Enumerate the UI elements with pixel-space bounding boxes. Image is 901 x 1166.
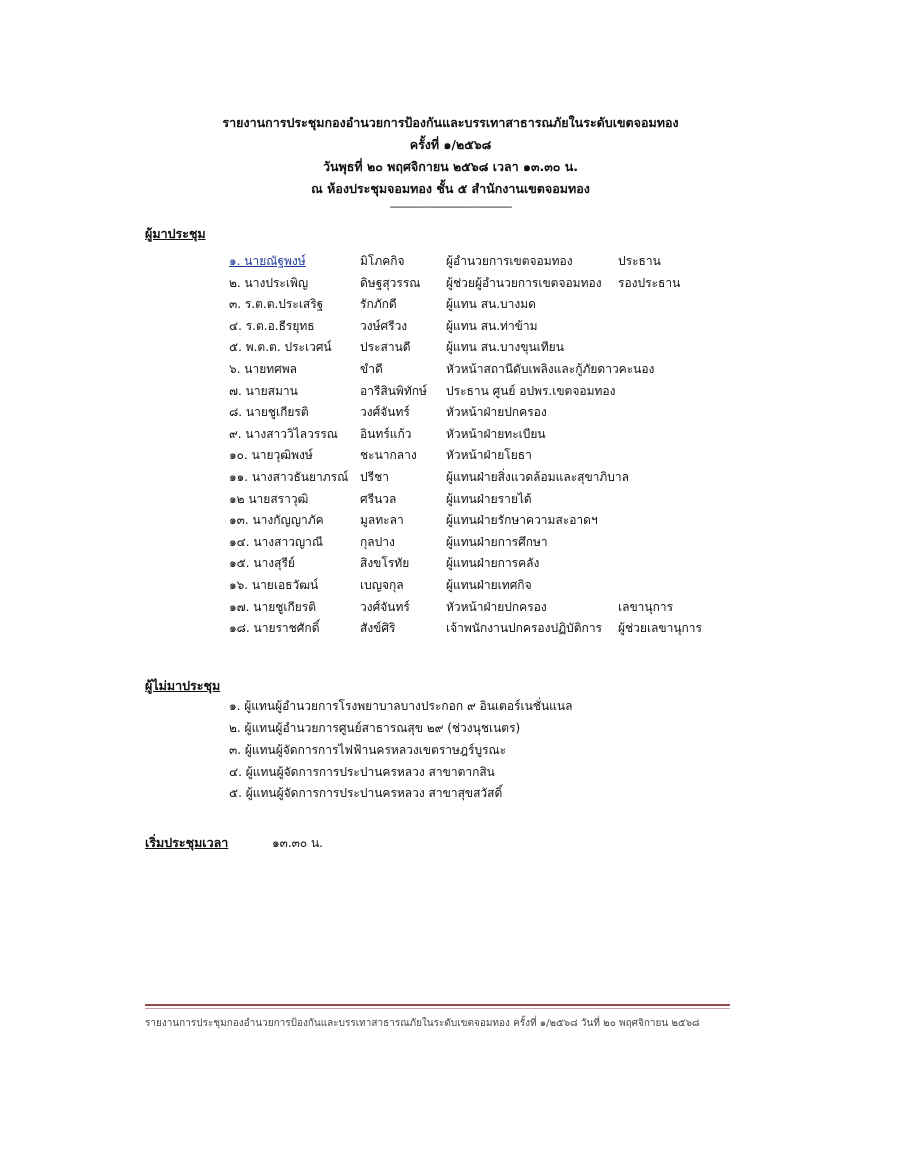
attendee-position: หัวหน้าฝ่ายโยธา [446,448,532,463]
attendee-surname: มูลทะลา [360,513,404,528]
attendee-role: เลขานุการ [618,599,674,614]
absentee-item: ๔. ผู้แทนผู้จัดการการประปานครหลวง สาขาตากสิน [229,765,495,779]
attendee-name: ๗. นายสมาน [229,383,298,398]
attendee-position: ผู้ช่วยผู้อำนวยการเขตจอมทอง [446,275,602,290]
attendee-surname: อารีสินพิทักษ์ [360,383,427,398]
meeting-location: ณ ห้องประชุมจอมทอง ชั้น ๕ สำนักงานเขตจอมทอง [311,181,590,196]
attendee-surname: ชะนากลาง [360,448,417,463]
start-time-label: เริ่มประชุมเวลา [145,835,229,850]
attendee-position: ผู้แทนฝ่ายสิ่งแวดล้อมและสุขาภิบาล [446,470,630,484]
attendee-surname: รักภักดี [360,297,397,312]
meeting-number: ครั้งที่ ๑/๒๕๖๘ [409,137,492,152]
attendee-position: หัวหน้าฝ่ายปกครอง [446,405,547,420]
attendee-name: ๒. นางประเพิญ [229,275,309,290]
attendee-name: ๓. ร.ต.ต.ประเสริฐ [229,297,324,312]
attendee-name: ๘. นายชูเกียรติ [229,405,309,420]
attendee-name: ๑๐. นายวุฒิพงษ์ [229,448,313,463]
absentees-heading: ผู้ไม่มาประชุม [145,678,221,693]
footer-divider [145,1004,730,1006]
attendees-heading: ผู้มาประชุม [145,226,206,241]
attendee-name: ๑๘. นายราชศักดิ์ [229,621,320,636]
attendee-name: ๑๕. นางสุรีย์ [229,556,295,571]
attendee-position: ผู้อำนวยการเขตจอมทอง [446,254,573,268]
report-title: รายงานการประชุมกองอำนวยการป้องกันและบรรเทาสาธารณภัยในระดับเขตจอมทอง [222,115,679,130]
attendee-position: ผู้แทนฝ่ายเทศกิจ [446,578,532,592]
attendee-name: ๑๔. นางสาวญาณี [229,534,324,549]
attendee-name: ๖. นายทศพล [229,362,298,376]
start-time-value: ๑๓.๓๐ น. [272,836,323,850]
header-separator: ----------------------------------------- [389,200,512,213]
attendee-name: ๑๑. นางสาวธันยาภรณ์ [229,470,349,484]
attendee-role: รองประธาน [618,275,681,290]
attendee-name: ๑. นายณัฐพงษ์ [229,254,306,268]
attendee-surname: ประสานดี [360,340,411,355]
absentee-item: ๒. ผู้แทนผู้อำนวยการศูนย์สาธารณสุข ๒๙ (ช่วงนุชเนตร) [229,721,521,735]
attendee-position: ผู้แทนฝ่ายการศึกษา [446,534,548,549]
report-header [0,112,901,214]
attendee-surname: วงศ์จันทร์ [360,599,410,614]
attendee-role: ประธาน [618,254,661,268]
attendee-position: หัวหน้าฝ่ายทะเบียน [446,426,546,441]
attendee-surname: กุลปาง [360,534,395,549]
attendee-position: ผู้แทน สน.ท่าข้าม [446,318,538,333]
attendee-position: ประธาน ศูนย์ อปพร.เขตจอมทอง [446,383,616,398]
attendee-name: ๑๓. นางกัญญาภัค [229,513,324,528]
attendee-position: ผู้แทนฝ่ายการคลัง [446,556,540,571]
attendee-position: หัวหน้าฝ่ายปกครอง [446,599,547,614]
attendee-surname: มิโภคกิจ [360,254,405,268]
attendee-surname: สังข์ศิริ [360,621,396,636]
attendee-name: ๔. ร.ต.อ.ธีรยุทธ [229,318,315,333]
attendee-surname: ดิษฐสุวรรณ [360,275,421,290]
attendee-name: ๑๗. นายชูเกียรติ [229,599,317,614]
attendee-surname: สิงขโรทัย [360,556,410,571]
attendee-surname: ศรีนวล [360,491,397,506]
absentee-item: ๑. ผู้แทนผู้อำนวยการโรงพยาบาลบางประกอก ๙ อินเตอร์เนชั่นแนล [229,699,573,713]
page-footer: รายงานการประชุมกองอำนวยการป้องกันและบรรเทาสาธารณภัยในระดับเขตจอมทอง ครั้งที่ ๑/๒๕๖๘ วันที่ ๒๐ พฤศจิกายน ๒๕๖๘ [145,1018,700,1029]
attendee-surname: วงศ์จันทร์ [360,405,410,420]
attendee-surname: อินทร์แก้ว [360,426,412,441]
attendee-position: หัวหน้าสถานีดับเพลิงและกู้ภัยดาวคะนอง [446,362,655,376]
attendee-name: ๑๖. นายเอธวัฒน์ [229,578,319,592]
attendee-name: ๕. พ.ต.ต. ประเวศน์ [229,340,332,355]
attendee-surname: วงษ์ศรีวง [360,318,408,333]
attendee-name: ๑๒ นายสราวุฒิ [229,491,309,506]
attendee-position: เจ้าพนักงานปกครองปฏิบัติการ [446,621,603,636]
attendee-name: ๙. นางสาววิไลวรรณ [229,426,338,441]
attendee-position: ผู้แทนฝ่ายรายได้ [446,491,532,506]
attendee-surname: ปรีชา [360,470,389,484]
footer-divider-thin [145,1008,730,1009]
absentee-item: ๕. ผู้แทนผู้จัดการการประปานครหลวง สาขาสุขสวัสดิ์ [229,786,503,800]
absentee-item: ๓. ผู้แทนผู้จัดการการไฟฟ้านครหลวงเขตราษฎร์บูรณะ [229,743,507,757]
attendee-surname: เบญจกุล [360,578,404,592]
attendee-role: ผู้ช่วยเลขานุการ [618,621,702,636]
attendee-position: ผู้แทน สน.บางมด [446,297,536,312]
meeting-date-time: วันพุธที่ ๒๐ พฤศจิกายน ๒๕๖๘ เวลา ๑๓.๓๐ น. [322,159,579,174]
attendee-surname: ขำดี [360,362,383,376]
attendee-position: ผู้แทนฝ่ายรักษาความสะอาดฯ [446,513,598,528]
attendee-position: ผู้แทน สน.บางขุนเทียน [446,340,564,355]
